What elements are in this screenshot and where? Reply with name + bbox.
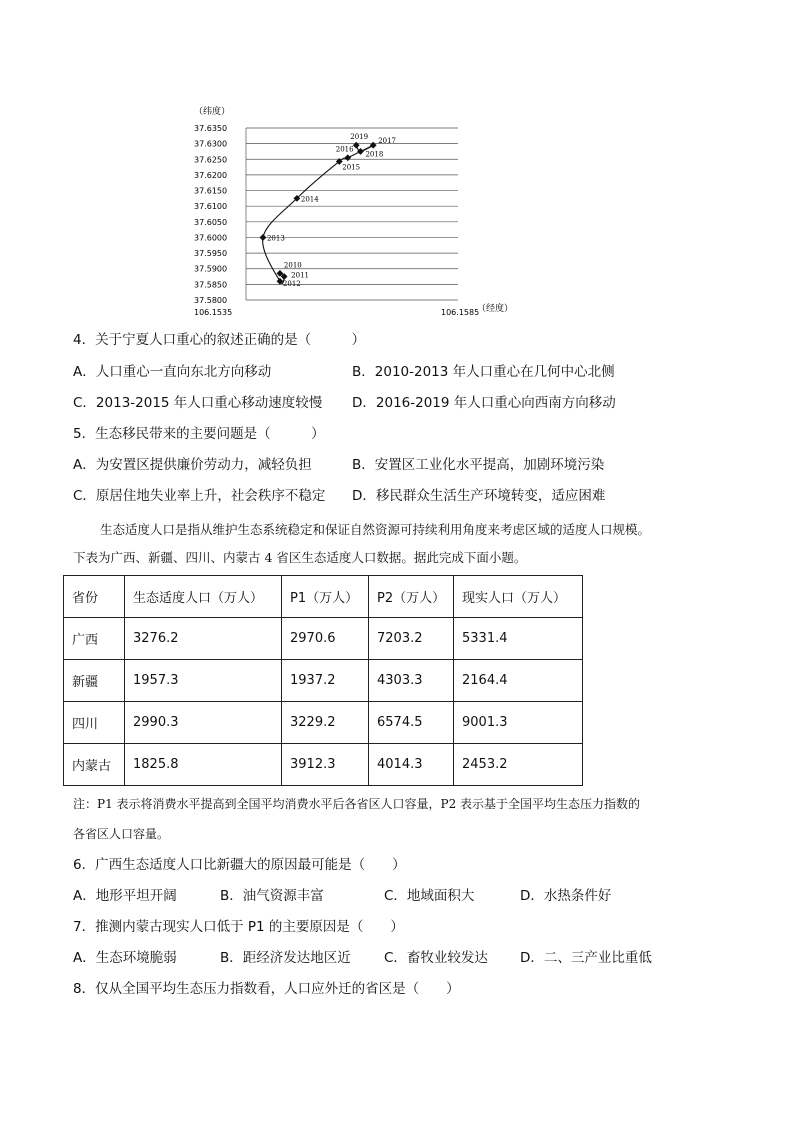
table-cell: 1957.3 bbox=[125, 660, 282, 702]
x-tick-label: 106.1585 bbox=[441, 308, 480, 317]
data-label-2015: 2015 bbox=[342, 163, 361, 172]
q5-option-c[interactable]: C．原居住地失业率上升，社会秩序不稳定 bbox=[73, 488, 326, 504]
data-label-2011: 2011 bbox=[291, 271, 309, 280]
q4-option-b[interactable]: B．2010-2013 年人口重心在几何中心北侧 bbox=[352, 364, 615, 380]
q5-option-b[interactable]: B．安置区工业化水平提高，加剧环境污染 bbox=[352, 457, 605, 473]
data-label-2016: 2016 bbox=[335, 145, 354, 154]
table-header: 生态适度人口（万人） bbox=[125, 576, 282, 618]
table-header-row bbox=[64, 576, 583, 618]
table-cell: 1825.8 bbox=[125, 744, 282, 786]
q4-option-d[interactable]: D．2016-2019 年人口重心向西南方向移动 bbox=[352, 395, 616, 411]
data-label-2014: 2014 bbox=[300, 195, 319, 204]
q5-option-a[interactable]: A．为安置区提供廉价劳动力，减轻负担 bbox=[73, 457, 312, 473]
y-tick-label: 37.6350 bbox=[194, 124, 228, 133]
note-line-2: 各省区人口容量。 bbox=[73, 827, 170, 841]
data-point-2017 bbox=[370, 142, 377, 149]
table-cell: 1937.2 bbox=[282, 660, 369, 702]
q4-option-c[interactable]: C．2013-2015 年人口重心移动速度较慢 bbox=[73, 395, 323, 411]
y-tick-label: 37.6200 bbox=[194, 170, 228, 180]
intro-line-1: 生态适度人口是指从维护生态系统稳定和保证自然资源可持续利用角度来考虑区域的适度人口规模。 bbox=[100, 522, 651, 537]
data-point-2016 bbox=[344, 154, 351, 161]
note-line-1: 注：P1 表示将消费水平提高到全国平均消费水平后各省区人口容量，P2 表示基于全国平均生态压力指数的 bbox=[73, 797, 641, 811]
table-cell: 四川 bbox=[64, 702, 125, 744]
q5-option-d[interactable]: D．移民群众生活生产环境转变，适应困难 bbox=[352, 488, 606, 504]
population-table bbox=[63, 575, 583, 786]
population-center-chart bbox=[190, 100, 520, 322]
y-tick-label: 37.5900 bbox=[194, 264, 228, 274]
x-axis-label: （经度） bbox=[477, 304, 514, 314]
table-cell: 2164.4 bbox=[454, 660, 583, 702]
data-label-2013: 2013 bbox=[266, 234, 285, 243]
table-cell: 内蒙古 bbox=[64, 744, 125, 786]
q4-option-a[interactable]: A．人口重心一直向东北方向移动 bbox=[73, 364, 272, 380]
table-header: 现实人口（万人） bbox=[454, 576, 583, 618]
data-point-2013 bbox=[260, 234, 267, 241]
q6-stem: 6．广西生态适度人口比新疆大的原因最可能是（ ） bbox=[73, 857, 406, 873]
table-cell: 3229.2 bbox=[282, 702, 369, 744]
data-label-2018: 2018 bbox=[365, 150, 384, 159]
q7-option-b[interactable]: B．距经济发达地区近 bbox=[220, 950, 351, 966]
data-label-2012: 2012 bbox=[282, 280, 301, 289]
table-row bbox=[64, 744, 583, 786]
y-tick-label: 37.6150 bbox=[194, 186, 228, 196]
y-axis-label: （纬度） bbox=[194, 107, 231, 117]
y-tick-label: 37.6250 bbox=[194, 155, 228, 165]
data-label-2017: 2017 bbox=[378, 137, 397, 146]
table-cell: 广西 bbox=[64, 618, 125, 660]
table-row bbox=[64, 702, 583, 744]
data-label-2010: 2010 bbox=[283, 261, 302, 270]
table-cell: 2453.2 bbox=[454, 744, 583, 786]
y-tick-label: 37.5800 bbox=[194, 296, 228, 305]
y-tick-label: 37.6300 bbox=[194, 139, 228, 149]
table-cell: 新疆 bbox=[64, 660, 125, 702]
y-tick-label: 37.6000 bbox=[194, 233, 228, 243]
table-cell: 4014.3 bbox=[369, 744, 454, 786]
table-cell: 3912.3 bbox=[282, 744, 369, 786]
table-cell: 4303.3 bbox=[369, 660, 454, 702]
table-cell: 2990.3 bbox=[125, 702, 282, 744]
table-cell: 3276.2 bbox=[125, 618, 282, 660]
table-cell: 5331.4 bbox=[454, 618, 583, 660]
q6-option-b[interactable]: B．油气资源丰富 bbox=[220, 888, 324, 904]
q4-stem: 4．关于宁夏人口重心的叙述正确的是（ ） bbox=[73, 332, 366, 348]
y-tick-label: 37.6100 bbox=[194, 202, 228, 212]
table-header: P2（万人） bbox=[369, 576, 454, 618]
q5-stem: 5．生态移民带来的主要问题是（ ） bbox=[73, 426, 325, 442]
y-tick-label: 37.5850 bbox=[194, 280, 228, 290]
table-row bbox=[64, 660, 583, 702]
data-label-2019: 2019 bbox=[350, 133, 369, 142]
table-header: 省份 bbox=[64, 576, 125, 618]
q7-option-a[interactable]: A．生态环境脆弱 bbox=[73, 950, 177, 966]
x-tick-label: 106.1535 bbox=[194, 308, 233, 317]
table-header: P1（万人） bbox=[282, 576, 369, 618]
table-cell: 7203.2 bbox=[369, 618, 454, 660]
q7-option-c[interactable]: C．畜牧业较发达 bbox=[384, 950, 488, 966]
q6-option-d[interactable]: D．水热条件好 bbox=[520, 888, 612, 904]
q7-stem: 7．推测内蒙古现实人口低于 P1 的主要原因是（ ） bbox=[73, 919, 404, 935]
intro-line-2: 下表为广西、新疆、四川、内蒙古 4 省区生态适度人口数据。据此完成下面小题。 bbox=[73, 550, 527, 565]
y-tick-label: 37.6050 bbox=[194, 217, 228, 227]
table-row bbox=[64, 618, 583, 660]
table-cell: 6574.5 bbox=[369, 702, 454, 744]
table-cell: 9001.3 bbox=[454, 702, 583, 744]
y-tick-labels bbox=[194, 124, 227, 305]
q7-option-d[interactable]: D．二、三产业比重低 bbox=[520, 950, 652, 966]
table-cell: 2970.6 bbox=[282, 618, 369, 660]
q8-stem: 8．仅从全国平均生态压力指数看，人口应外迁的省区是（ ） bbox=[73, 981, 460, 997]
data-point-2019 bbox=[353, 142, 360, 149]
q6-option-c[interactable]: C．地域面积大 bbox=[384, 888, 475, 904]
y-tick-label: 37.5950 bbox=[194, 249, 228, 259]
data-points bbox=[260, 133, 396, 288]
q6-option-a[interactable]: A．地形平坦开阔 bbox=[73, 888, 177, 904]
